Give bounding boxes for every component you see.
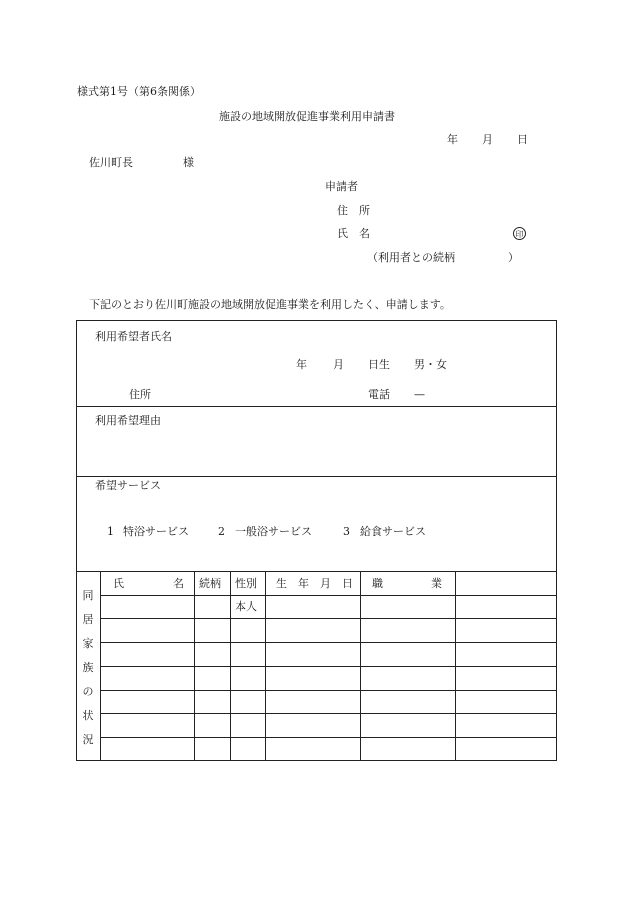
birth-day-label: 日生	[368, 358, 390, 371]
header-occupation-second: 業	[431, 577, 442, 590]
reason-label: 利用希望理由	[95, 414, 161, 427]
addressee: 佐川町長	[89, 156, 133, 169]
user-address-label: 住所	[129, 388, 151, 401]
phone-label: 電話	[368, 388, 390, 401]
birth-month-label: 月	[333, 358, 344, 371]
header-sex: 性別	[235, 577, 257, 590]
birth-year-label: 年	[296, 358, 307, 371]
sex-options: 男・女	[414, 358, 447, 371]
seal-mark: 印	[513, 227, 526, 240]
relation-close: ）	[508, 251, 519, 264]
user-name-label: 利用希望者氏名	[95, 330, 172, 343]
applicant-label: 申請者	[325, 180, 358, 193]
side-label-char: の	[82, 685, 94, 698]
form-number: 様式第1号（第6条関係）	[77, 85, 201, 98]
header-name-second: 名	[173, 577, 184, 590]
date-month-label: 月	[482, 133, 493, 146]
row-divider	[100, 666, 557, 667]
side-label-char: 居	[82, 613, 94, 626]
header-birthdate: 生 年 月 日	[276, 577, 353, 590]
form-title: 施設の地域開放促進事業利用申請書	[219, 110, 395, 123]
service-2-label: 一般浴サービス	[235, 525, 312, 538]
header-name-first: 氏	[113, 577, 124, 590]
service-1-label: 特浴サービス	[123, 525, 189, 538]
divider	[76, 406, 557, 407]
row-divider	[100, 618, 557, 619]
row-divider	[100, 737, 557, 738]
phone-dash: —	[414, 388, 425, 401]
relation-label: （利用者との続柄	[367, 251, 455, 264]
service-3-label: 給食サービス	[360, 525, 426, 538]
date-year-label: 年	[447, 133, 458, 146]
side-label-char: 族	[82, 661, 94, 674]
header-relation: 続柄	[199, 577, 221, 590]
service-2-number: 2	[218, 525, 225, 538]
intro-text: 下記のとおり佐川町施設の地域開放促進事業を利用したく、申請します。	[89, 298, 451, 311]
row-divider	[100, 713, 557, 714]
service-1-number: 1	[107, 525, 114, 538]
honorific: 様	[183, 156, 194, 169]
side-label-char: 状	[82, 709, 94, 722]
applicant-address-label: 住 所	[337, 204, 370, 217]
side-label-char: 況	[82, 733, 94, 746]
date-day-label: 日	[517, 133, 528, 146]
divider	[76, 476, 557, 477]
service-3-number: 3	[343, 525, 350, 538]
side-label-char: 家	[82, 637, 94, 650]
applicant-name-label: 氏 名	[337, 227, 370, 240]
row-divider	[100, 690, 557, 691]
row-divider	[100, 595, 557, 596]
self-label: 本人	[235, 600, 257, 613]
row-divider	[100, 642, 557, 643]
service-label: 希望サービス	[95, 479, 161, 492]
side-label-char: 同	[82, 589, 94, 602]
header-occupation-first: 職	[372, 577, 383, 590]
